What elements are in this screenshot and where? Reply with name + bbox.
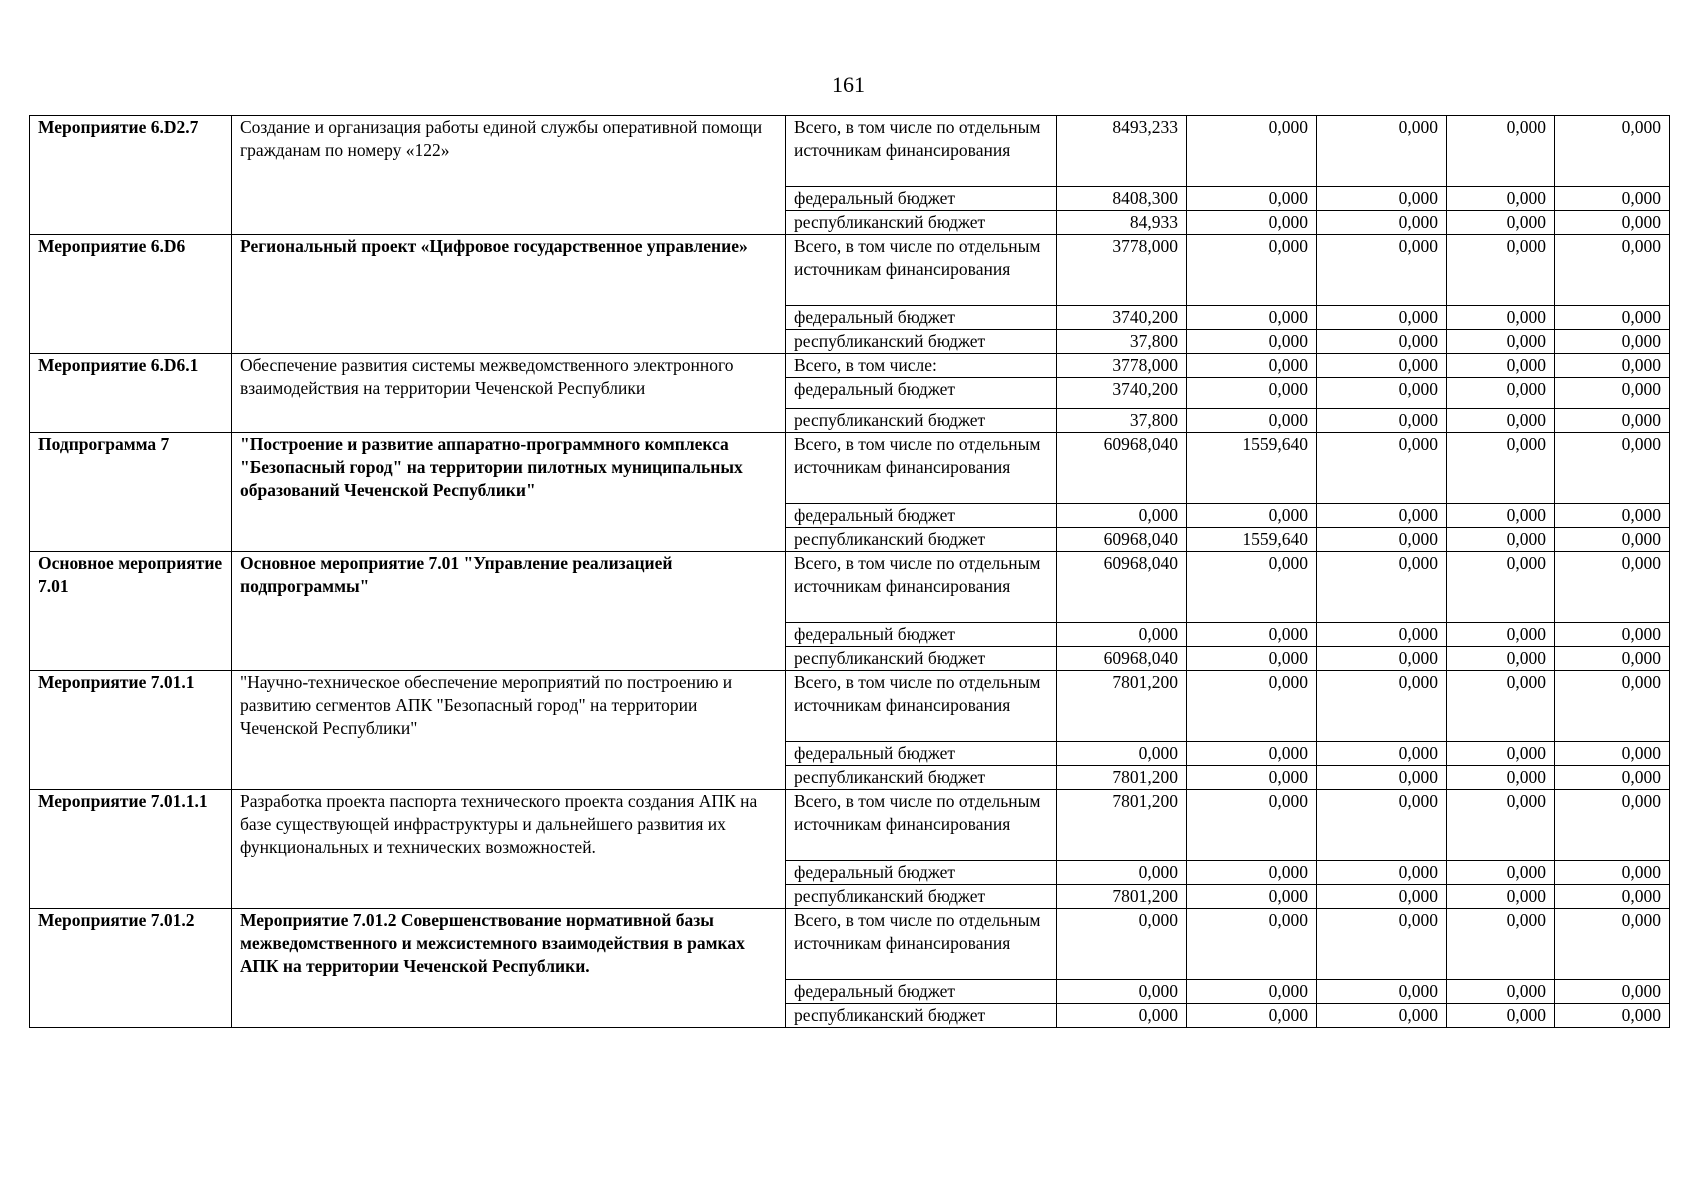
funding-source: Всего, в том числе по отдельным источникам финансирования — [786, 433, 1057, 504]
amount-cell: 0,000 — [1187, 623, 1317, 647]
funding-source: республиканский бюджет — [786, 409, 1057, 433]
funding-source: республиканский бюджет — [786, 766, 1057, 790]
amount-cell: 0,000 — [1555, 742, 1670, 766]
amount-cell: 7801,200 — [1057, 885, 1187, 909]
amount-cell: 0,000 — [1057, 504, 1187, 528]
amount-cell: 0,000 — [1555, 235, 1670, 306]
amount-cell: 3778,000 — [1057, 235, 1187, 306]
funding-source: Всего, в том числе по отдельным источникам финансирования — [786, 909, 1057, 980]
amount-cell: 0,000 — [1187, 504, 1317, 528]
amount-cell: 0,000 — [1555, 980, 1670, 1004]
amount-cell: 0,000 — [1187, 766, 1317, 790]
amount-cell: 0,000 — [1187, 742, 1317, 766]
activity-code: Мероприятие 7.01.1 — [30, 671, 232, 790]
amount-cell: 0,000 — [1057, 909, 1187, 980]
amount-cell: 0,000 — [1447, 861, 1555, 885]
amount-cell: 0,000 — [1057, 980, 1187, 1004]
table-row-group-start — [30, 552, 1670, 623]
amount-cell: 0,000 — [1317, 211, 1447, 235]
amount-cell: 0,000 — [1187, 647, 1317, 671]
activity-name: Мероприятие 7.01.2 Совершенствование нормативной базы межведомственного и межсистемного взаимодействия в рамках АПК на территории Чеченской Республики. — [232, 909, 786, 1028]
amount-cell: 0,000 — [1187, 1004, 1317, 1028]
funding-source: федеральный бюджет — [786, 742, 1057, 766]
amount-cell: 0,000 — [1447, 647, 1555, 671]
activity-code: Подпрограмма 7 — [30, 433, 232, 552]
amount-cell: 0,000 — [1447, 504, 1555, 528]
activity-name: Региональный проект «Цифровое государственное управление» — [232, 235, 786, 354]
amount-cell: 0,000 — [1187, 671, 1317, 742]
table-row-group-start — [30, 354, 1670, 378]
amount-cell: 0,000 — [1187, 790, 1317, 861]
amount-cell: 0,000 — [1447, 766, 1555, 790]
amount-cell: 0,000 — [1447, 980, 1555, 1004]
amount-cell: 0,000 — [1555, 433, 1670, 504]
amount-cell: 0,000 — [1187, 980, 1317, 1004]
amount-cell: 0,000 — [1317, 504, 1447, 528]
funding-source: Всего, в том числе по отдельным источникам финансирования — [786, 116, 1057, 187]
amount-cell: 0,000 — [1187, 861, 1317, 885]
amount-cell: 0,000 — [1555, 504, 1670, 528]
amount-cell: 0,000 — [1187, 552, 1317, 623]
amount-cell: 0,000 — [1317, 766, 1447, 790]
amount-cell: 0,000 — [1555, 211, 1670, 235]
amount-cell: 7801,200 — [1057, 766, 1187, 790]
amount-cell: 0,000 — [1555, 671, 1670, 742]
table-row-group-start — [30, 235, 1670, 306]
funding-source: республиканский бюджет — [786, 330, 1057, 354]
amount-cell: 0,000 — [1555, 766, 1670, 790]
amount-cell: 0,000 — [1555, 552, 1670, 623]
amount-cell: 0,000 — [1555, 623, 1670, 647]
amount-cell: 0,000 — [1447, 742, 1555, 766]
amount-cell: 0,000 — [1317, 623, 1447, 647]
amount-cell: 1559,640 — [1187, 433, 1317, 504]
amount-cell: 0,000 — [1317, 742, 1447, 766]
amount-cell: 0,000 — [1317, 861, 1447, 885]
amount-cell: 0,000 — [1447, 235, 1555, 306]
amount-cell: 0,000 — [1447, 623, 1555, 647]
amount-cell: 0,000 — [1317, 1004, 1447, 1028]
funding-source: республиканский бюджет — [786, 528, 1057, 552]
amount-cell: 0,000 — [1317, 330, 1447, 354]
amount-cell: 0,000 — [1447, 187, 1555, 211]
funding-source: Всего, в том числе по отдельным источникам финансирования — [786, 235, 1057, 306]
amount-cell: 37,800 — [1057, 330, 1187, 354]
table-row-group-start — [30, 671, 1670, 742]
amount-cell: 8408,300 — [1057, 187, 1187, 211]
amount-cell: 0,000 — [1057, 861, 1187, 885]
funding-source: Всего, в том числе по отдельным источникам финансирования — [786, 671, 1057, 742]
amount-cell: 0,000 — [1187, 235, 1317, 306]
amount-cell: 0,000 — [1555, 409, 1670, 433]
activity-name: "Построение и развитие аппаратно-программного комплекса "Безопасный город" на территории пилотных муниципальных образований Чеченской Республики" — [232, 433, 786, 552]
amount-cell: 0,000 — [1447, 354, 1555, 378]
funding-source: федеральный бюджет — [786, 187, 1057, 211]
funding-source: федеральный бюджет — [786, 306, 1057, 330]
amount-cell: 0,000 — [1317, 306, 1447, 330]
amount-cell: 60968,040 — [1057, 528, 1187, 552]
amount-cell: 0,000 — [1317, 409, 1447, 433]
amount-cell: 0,000 — [1187, 409, 1317, 433]
amount-cell: 0,000 — [1447, 528, 1555, 552]
amount-cell: 0,000 — [1317, 790, 1447, 861]
amount-cell: 84,933 — [1057, 211, 1187, 235]
activity-code: Мероприятие 7.01.2 — [30, 909, 232, 1028]
amount-cell: 0,000 — [1447, 790, 1555, 861]
funding-source: федеральный бюджет — [786, 378, 1057, 409]
amount-cell: 1559,640 — [1187, 528, 1317, 552]
amount-cell: 3740,200 — [1057, 306, 1187, 330]
activity-code: Мероприятие 7.01.1.1 — [30, 790, 232, 909]
amount-cell: 0,000 — [1555, 187, 1670, 211]
amount-cell: 0,000 — [1447, 330, 1555, 354]
amount-cell: 0,000 — [1447, 378, 1555, 409]
activity-name: Обеспечение развития системы межведомственного электронного взаимодействия на территории Чеченской Республики — [232, 354, 786, 433]
amount-cell: 0,000 — [1555, 1004, 1670, 1028]
amount-cell: 0,000 — [1447, 433, 1555, 504]
funding-source: республиканский бюджет — [786, 1004, 1057, 1028]
amount-cell: 0,000 — [1057, 742, 1187, 766]
amount-cell: 0,000 — [1317, 187, 1447, 211]
activity-code: Основное мероприятие 7.01 — [30, 552, 232, 671]
funding-source: федеральный бюджет — [786, 623, 1057, 647]
amount-cell: 0,000 — [1555, 378, 1670, 409]
amount-cell: 0,000 — [1447, 211, 1555, 235]
table-row-group-start — [30, 790, 1670, 861]
amount-cell: 0,000 — [1555, 528, 1670, 552]
funding-source: Всего, в том числе: — [786, 354, 1057, 378]
funding-source: федеральный бюджет — [786, 980, 1057, 1004]
amount-cell: 0,000 — [1317, 552, 1447, 623]
amount-cell: 60968,040 — [1057, 647, 1187, 671]
amount-cell: 0,000 — [1555, 330, 1670, 354]
table-row-group-start — [30, 433, 1670, 504]
amount-cell: 0,000 — [1057, 623, 1187, 647]
amount-cell: 7801,200 — [1057, 671, 1187, 742]
funding-source: федеральный бюджет — [786, 504, 1057, 528]
amount-cell: 3740,200 — [1057, 378, 1187, 409]
amount-cell: 0,000 — [1447, 671, 1555, 742]
amount-cell: 0,000 — [1187, 330, 1317, 354]
funding-source: республиканский бюджет — [786, 211, 1057, 235]
amount-cell: 0,000 — [1447, 885, 1555, 909]
amount-cell: 0,000 — [1317, 528, 1447, 552]
amount-cell: 0,000 — [1555, 909, 1670, 980]
amount-cell: 0,000 — [1555, 790, 1670, 861]
amount-cell: 0,000 — [1447, 552, 1555, 623]
amount-cell: 8493,233 — [1057, 116, 1187, 187]
activity-code: Мероприятие 6.D6.1 — [30, 354, 232, 433]
amount-cell: 0,000 — [1317, 885, 1447, 909]
funding-source: Всего, в том числе по отдельным источникам финансирования — [786, 552, 1057, 623]
amount-cell: 0,000 — [1187, 187, 1317, 211]
funding-source: федеральный бюджет — [786, 861, 1057, 885]
funding-source: Всего, в том числе по отдельным источникам финансирования — [786, 790, 1057, 861]
amount-cell: 0,000 — [1317, 647, 1447, 671]
table-row-group-start — [30, 909, 1670, 980]
amount-cell: 0,000 — [1187, 116, 1317, 187]
amount-cell: 0,000 — [1447, 1004, 1555, 1028]
activity-name: Создание и организация работы единой службы оперативной помощи гражданам по номеру «122» — [232, 116, 786, 235]
amount-cell: 0,000 — [1317, 980, 1447, 1004]
activity-name: "Научно-техническое обеспечение мероприятий по построению и развитию сегментов АПК "Безопасный город" на территории Чеченской Республики" — [232, 671, 786, 790]
amount-cell: 0,000 — [1187, 354, 1317, 378]
activity-code: Мероприятие 6.D2.7 — [30, 116, 232, 235]
amount-cell: 0,000 — [1317, 378, 1447, 409]
amount-cell: 0,000 — [1057, 1004, 1187, 1028]
amount-cell: 0,000 — [1317, 433, 1447, 504]
amount-cell: 0,000 — [1187, 306, 1317, 330]
amount-cell: 3778,000 — [1057, 354, 1187, 378]
amount-cell: 0,000 — [1187, 909, 1317, 980]
amount-cell: 7801,200 — [1057, 790, 1187, 861]
amount-cell: 0,000 — [1447, 909, 1555, 980]
amount-cell: 0,000 — [1187, 211, 1317, 235]
page-number: 161 — [832, 72, 865, 97]
activity-code: Мероприятие 6.D6 — [30, 235, 232, 354]
amount-cell: 37,800 — [1057, 409, 1187, 433]
amount-cell: 0,000 — [1555, 306, 1670, 330]
amount-cell: 0,000 — [1317, 671, 1447, 742]
amount-cell: 0,000 — [1555, 885, 1670, 909]
amount-cell: 0,000 — [1317, 354, 1447, 378]
amount-cell: 0,000 — [1317, 909, 1447, 980]
amount-cell: 0,000 — [1555, 116, 1670, 187]
amount-cell: 0,000 — [1555, 647, 1670, 671]
amount-cell: 0,000 — [1447, 409, 1555, 433]
amount-cell: 0,000 — [1187, 378, 1317, 409]
amount-cell: 0,000 — [1317, 235, 1447, 306]
table-row-group-start — [30, 116, 1670, 187]
activity-name: Основное мероприятие 7.01 "Управление реализацией подпрограммы" — [232, 552, 786, 671]
amount-cell: 0,000 — [1187, 885, 1317, 909]
budget-table — [29, 115, 1670, 1028]
activity-name: Разработка проекта паспорта технического проекта создания АПК на базе существующей инфраструктуры и дальнейшего развития их функциональных и технических возможностей. — [232, 790, 786, 909]
amount-cell: 0,000 — [1317, 116, 1447, 187]
amount-cell: 0,000 — [1447, 116, 1555, 187]
funding-source: республиканский бюджет — [786, 647, 1057, 671]
amount-cell: 60968,040 — [1057, 433, 1187, 504]
funding-source: республиканский бюджет — [786, 885, 1057, 909]
amount-cell: 0,000 — [1447, 306, 1555, 330]
amount-cell: 60968,040 — [1057, 552, 1187, 623]
amount-cell: 0,000 — [1555, 354, 1670, 378]
budget-table-body — [30, 116, 1670, 1028]
amount-cell: 0,000 — [1555, 861, 1670, 885]
